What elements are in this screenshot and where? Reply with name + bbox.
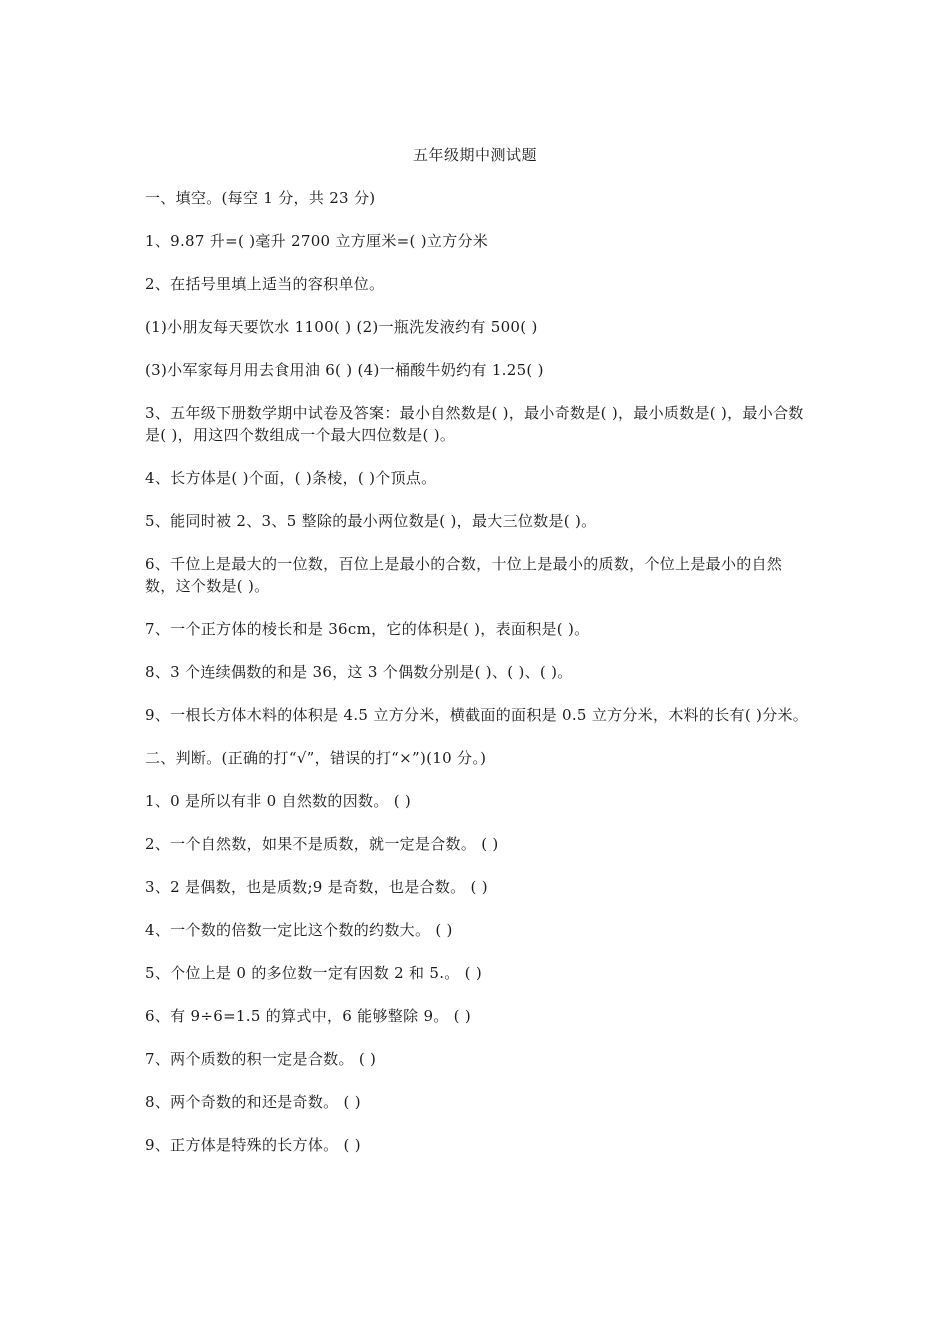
question-line: 5、能同时被 2、3、5 整除的最小两位数是( )，最大三位数是( )。 [145, 512, 597, 530]
question-line: 9、正方体是特殊的长方体。 ( ) [145, 1136, 361, 1154]
question-line: 3、五年级下册数学期中试卷及答案：最小自然数是( )，最小奇数是( )，最小质数是( )，最小合数是( )，用这四个数组成一个最大四位数是( )。 [145, 404, 804, 444]
question-line: (3)小军家每月用去食用油 6( ) (4)一桶酸牛奶约有 1.25( ) [145, 361, 544, 379]
question-line: 4、一个数的倍数一定比这个数的约数大。 ( ) [145, 921, 453, 939]
question-line: 9、一根长方体木料的体积是 4.5 立方分米，横截面的面积是 0.5 立方分米，木料的长有( )分米。 [145, 706, 809, 724]
question-line: 7、两个质数的积一定是合数。 ( ) [145, 1050, 377, 1068]
question-line: 6、有 9÷6=1.5 的算式中，6 能够整除 9。 ( ) [145, 1007, 472, 1025]
question-line: 8、3 个连续偶数的和是 36，这 3 个偶数分别是( )、( )、( )。 [145, 663, 573, 681]
question-line: 8、两个奇数的和还是奇数。 ( ) [145, 1093, 361, 1111]
document-title: 五年级期中测试题 [412, 146, 537, 164]
question-line: 2、一个自然数，如果不是质数，就一定是合数。 ( ) [145, 835, 499, 853]
question-line: 3、2 是偶数，也是质数;9 是奇数，也是合数。 ( ) [145, 878, 488, 896]
question-line: 6、千位上是最大的一位数，百位上是最小的合数，十位上是最小的质数，个位上是最小的自然数，这个数是( )。 [145, 555, 783, 595]
section-heading-fill-blank: 一、填空。(每空 1 分，共 23 分) [145, 189, 376, 207]
question-line: (1)小朋友每天要饮水 1100( ) (2)一瓶洗发液约有 500( ) [145, 318, 538, 336]
question-line: 7、一个正方体的棱长和是 36cm，它的体积是( )，表面积是( )。 [145, 620, 590, 638]
question-line: 1、9.87 升=( )毫升 2700 立方厘米=( )立方分米 [145, 232, 489, 250]
question-line: 1、0 是所以有非 0 自然数的因数。 ( ) [145, 792, 412, 810]
question-line: 2、在括号里填上适当的容积单位。 [145, 275, 385, 293]
question-line: 4、长方体是( )个面，( )条棱，( )个顶点。 [145, 469, 437, 487]
document-body [145, 187, 810, 1177]
question-line: 5、个位上是 0 的多位数一定有因数 2 和 5.。 ( ) [145, 964, 483, 982]
section-heading-true-false: 二、判断。(正确的打“√”，错误的打“×”)(10 分。) [145, 749, 487, 767]
